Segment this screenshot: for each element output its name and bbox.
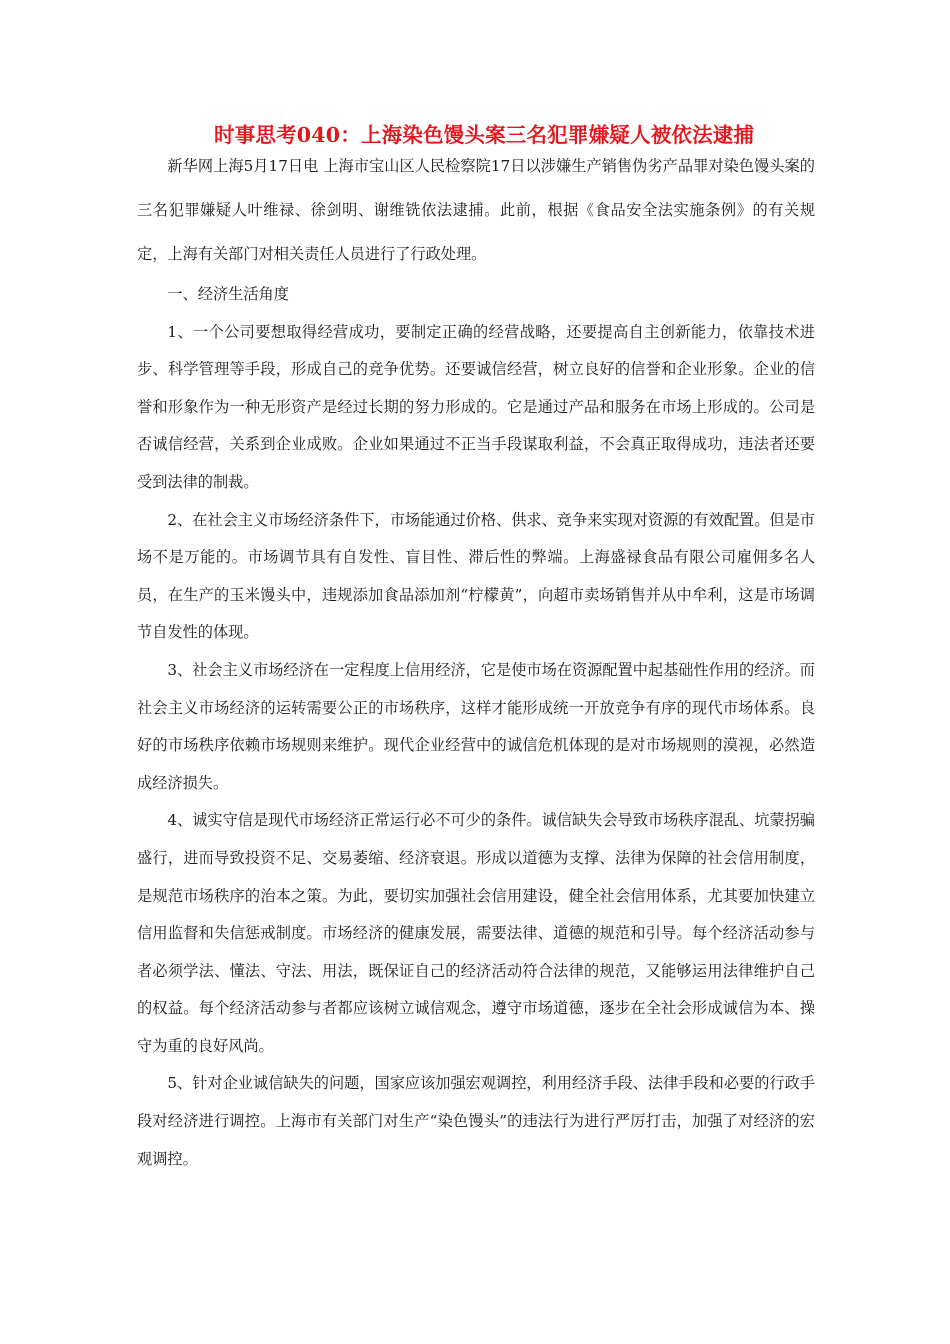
section-heading: 一、经济生活角度 [167, 285, 289, 303]
paragraph-point-5: 5、针对企业诚信缺失的问题，国家应该加强宏观调控，利用经济手段、法律手段和必要的行政手段对经济进行调控。上海市有关部门对生产“染色馒头”的违法行为进行严厉打击，加强了对经济的宏观调控。 [137, 1074, 815, 1168]
paragraph-point-1: 1、一个公司要想取得经营成功，要制定正确的经营战略，还要提高自主创新能力，依靠技术进步、科学管理等手段，形成自己的竞争优势。还要诚信经营，树立良好的信誉和企业形象。企业的信誉和形象作为一种无形资产是经过长期的努力形成的。它是通过产品和服务在市场上形成的。公司是否诚信经营，关系到企业成败。企业如果通过不正当手段谋取利益，不会真正取得成功，违法者还要受到法律的制裁。 [137, 322, 815, 491]
paragraph-point-2: 2、在社会主义市场经济条件下，市场能通过价格、供求、竞争来实现对资源的有效配置。但是市场不是万能的。市场调节具有自发性、盲目性、滞后性的弊端。上海盛禄食品有限公司雇佣多名人员，在生产的玉米馒头中，违规添加食品添加剂“柠檬黄”，向超市卖场销售并从中牟利，这是市场调节自发性的体现。 [137, 510, 815, 642]
paragraph-point-3: 3、社会主义市场经济在一定程度上信用经济，它是使市场在资源配置中起基础性作用的经济。而社会主义市场经济的运转需要公正的市场秩序，这样才能形成统一开放竞争有序的现代市场体系。良好的市场秩序依赖市场规则来维护。现代企业经营中的诚信危机体现的是对市场规则的漠视，必然造成经济损失。 [137, 660, 815, 792]
document-title: 时事思考040：上海染色馒头案三名犯罪嫌疑人被依法逮捕 [214, 123, 755, 147]
paragraph-intro: 新华网上海5月17日电 上海市宝山区人民检察院17日以涉嫌生产销售伪劣产品罪对染色馒头案的三名犯罪嫌疑人叶维禄、徐剑明、谢维铣依法逮捕。此前，根据《食品安全法实施条例》的有关规定，上海有关部门对相关责任人员进行了行政处理。 [137, 157, 815, 263]
paragraph-point-4: 4、诚实守信是现代市场经济正常运行必不可少的条件。诚信缺失会导致市场秩序混乱、坑蒙拐骗盛行，进而导致投资不足、交易萎缩、经济衰退。形成以道德为支撑、法律为保障的社会信用制度，是规范市场秩序的治本之策。为此，要切实加强社会信用建设，健全社会信用体系，尤其要加快建立信用监督和失信惩戒制度。市场经济的健康发展，需要法律、道德的规范和引导。每个经济活动参与者必须学法、懂法、守法、用法，既保证自己的经济活动符合法律的规范，又能够运用法律维护自己的权益。每个经济活动参与者都应该树立诚信观念，遵守市场道德，逐步在全社会形成诚信为本、操守为重的良好风尚。 [137, 811, 815, 1055]
document-body [137, 144, 815, 1178]
